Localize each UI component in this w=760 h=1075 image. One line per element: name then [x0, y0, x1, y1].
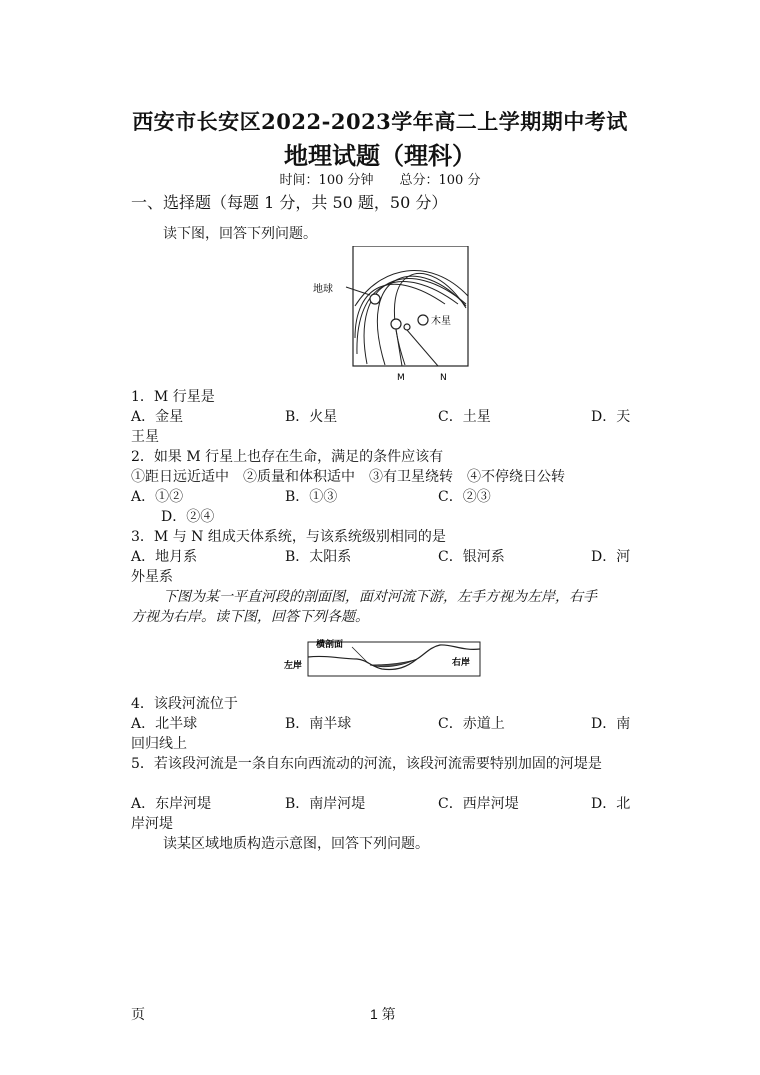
figure-frame [353, 246, 468, 366]
exam-score: 总分：100 分 [399, 173, 481, 188]
exam-meta [0, 169, 760, 188]
q3-stem: 3．M 与 N 组成天体系统，与该系统级别相同的是 [131, 529, 446, 545]
q3-option-d-cont: 外星系 [131, 569, 173, 585]
figure-river-section [282, 637, 492, 679]
planet-m-marker [391, 319, 401, 329]
q2-option-a: A．①② [131, 489, 184, 505]
q4-option-d-cont: 回归线上 [131, 736, 187, 752]
q4-stem: 4．该段河流位于 [131, 696, 238, 712]
q5-option-d: D．北 [591, 796, 631, 812]
jupiter-marker [418, 315, 428, 325]
river-water [370, 659, 417, 667]
q4-option-a: A．北半球 [131, 716, 198, 732]
q5-option-c: C．西岸河堤 [438, 796, 519, 812]
footer-left: 页 [131, 1006, 145, 1022]
q3-option-b: B．太阳系 [285, 549, 352, 565]
q1-option-c: C．土星 [438, 409, 491, 425]
footer-page-number: 1 第 [370, 1006, 396, 1022]
q2-option-b: B．①③ [285, 489, 338, 505]
q3-option-d: D．河 [591, 549, 631, 565]
q1-stem: 1．M 行星是 [131, 389, 215, 405]
orbit-1 [355, 284, 445, 338]
intro-text-2-line1: 下图为某一平直河段的剖面图，面对河流下游，左手方视为左岸，右手 [163, 589, 597, 605]
q2-conditions: ①距日远近适中 ②质量和体积适中 ③有卫星绕转 ④不停绕日公转 [131, 469, 565, 485]
m-pointer [396, 329, 402, 366]
earth-label: 地球 [313, 284, 333, 295]
exam-title: 西安市长安区2022-2023学年高二上学期期中考试 [132, 109, 628, 134]
q2-stem: 2．如果 M 行星上也存在生命，满足的条件应该有 [131, 449, 444, 465]
section-pointer [352, 647, 368, 663]
left-bank-label: 左岸 [284, 661, 303, 671]
q4-option-d: D．南 [591, 716, 631, 732]
intro-text-3: 读某区域地质构造示意图，回答下列问题。 [163, 836, 429, 852]
q3-option-a: A．地月系 [131, 549, 198, 565]
n-pointer [407, 330, 438, 366]
n-label: N [440, 373, 447, 383]
planet-n-marker [404, 324, 410, 330]
q1-option-d-cont: 王星 [131, 429, 159, 445]
figure-orbits [310, 246, 470, 384]
m-label: M [397, 373, 405, 383]
section-label: 横剖面 [316, 640, 344, 650]
q5-stem: 5．若该段河流是一条自东向西流动的河流，该段河流需要特别加固的河堤是 [131, 756, 602, 772]
right-bank-label: 右岸 [452, 658, 471, 668]
q4-option-b: B．南半球 [285, 716, 352, 732]
q2-option-d: D．②④ [161, 509, 215, 525]
q4-option-c: C．赤道上 [438, 716, 505, 732]
q3-option-c: C．银河系 [438, 549, 505, 565]
q5-option-b: B．南岸河堤 [285, 796, 366, 812]
intro-text-2-line2: 方视为右岸。读下图，回答下列各题。 [131, 609, 369, 625]
q5-option-a: A．东岸河堤 [131, 796, 212, 812]
q1-option-d: D．天 [591, 409, 631, 425]
section-heading: 一、选择题（每题 1 分，共 50 题，50 分） [131, 193, 448, 212]
q5-option-d-cont: 岸河堤 [131, 816, 173, 832]
earth-marker [370, 294, 380, 304]
q1-option-b: B．火星 [285, 409, 338, 425]
exam-time: 时间：100 分钟 [279, 173, 374, 188]
q2-option-c: C．②③ [438, 489, 491, 505]
exam-subtitle: 地理试题（理科） [284, 141, 476, 170]
intro-text-1: 读下图，回答下列问题。 [163, 226, 317, 242]
q1-option-a: A．金星 [131, 409, 184, 425]
jupiter-label: 木星 [431, 316, 451, 327]
